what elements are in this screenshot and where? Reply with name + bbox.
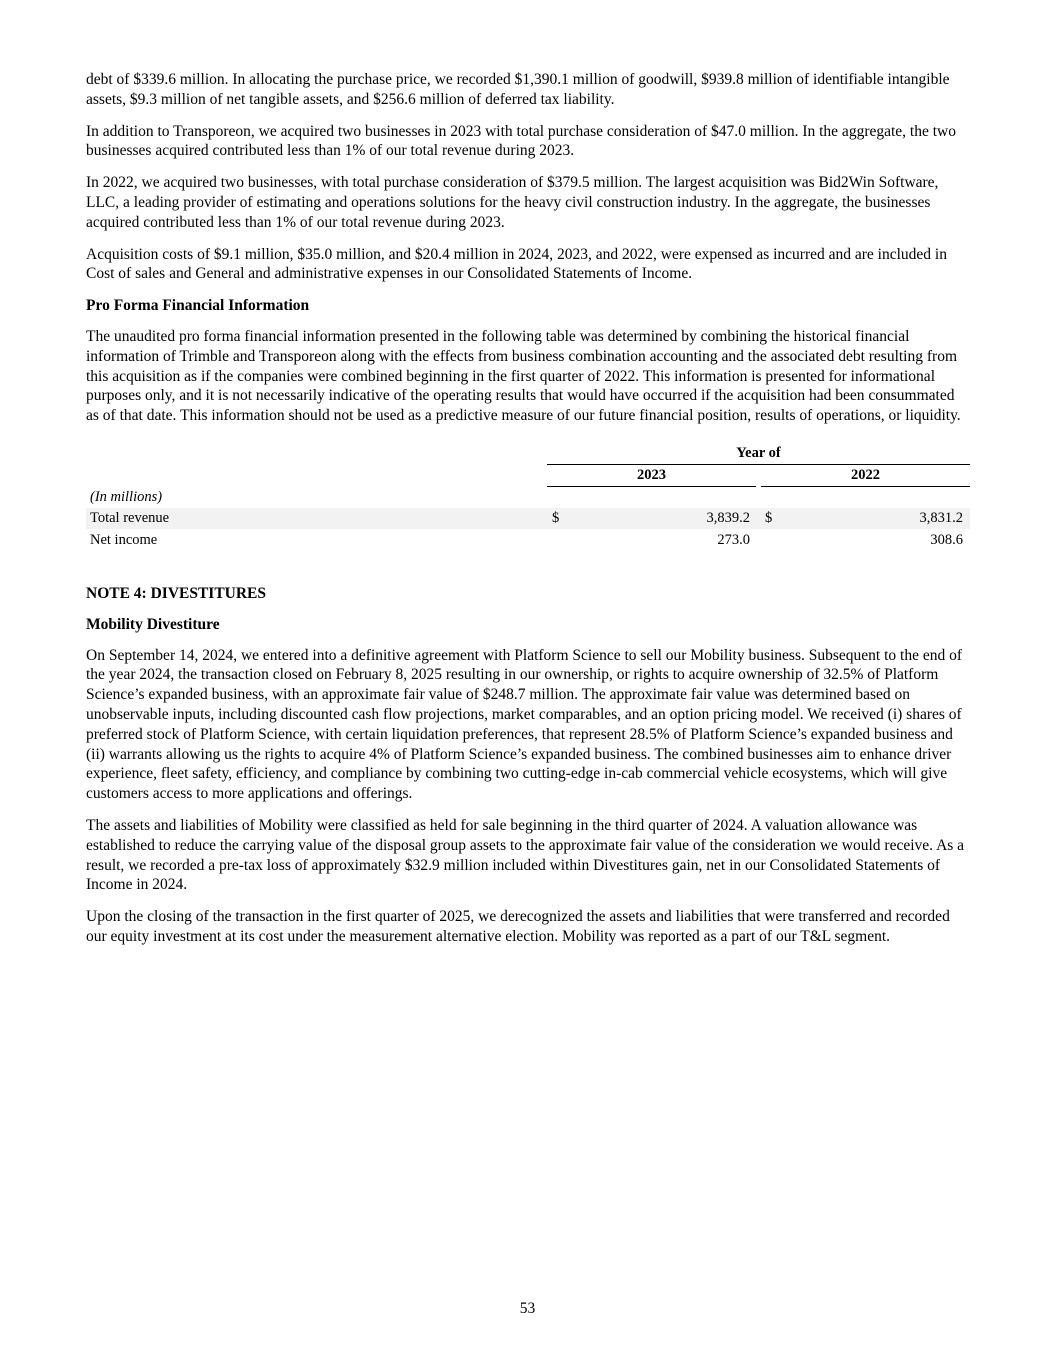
pro-forma-table (86, 444, 970, 562)
table-row (86, 530, 970, 551)
mobility-divestiture-heading: Mobility Divestiture (86, 615, 220, 633)
table-units: (In millions) (90, 488, 163, 505)
paragraph-held-for-sale: The assets and liabilities of Mobility were classified as held for sale beginning in the third quarter of 2024. A valuation allowance was established to reduce the carrying value of the disposal group assets to the approximate fair value of the consideration we would receive. As a result, we recorded a pre-tax loss of approximately $32.9 million included within Divestitures gain, net in our Consolidated Statements of Income in 2024. (86, 816, 965, 894)
note4-heading: NOTE 4: DIVESTITURES (86, 584, 267, 602)
pro-forma-heading: Pro Forma Financial Information (86, 297, 310, 315)
table-rule (547, 486, 756, 487)
currency-symbol: $ (552, 509, 560, 526)
paragraph-2023-acquisitions: In addition to Transporeon, we acquired two businesses in 2023 with total purchase consideration of $47.0 million. In the aggregate, the two businesses acquired contributed less than 1% of our total revenue during 2023. (86, 122, 956, 160)
table-row (86, 508, 970, 529)
table-column-2022: 2022 (851, 466, 880, 483)
table-rule (547, 464, 970, 465)
paragraph-mobility-agreement: On September 14, 2024, we entered into a definitive agreement with Platform Science to sell our Mobility business. Subsequent to the end of the year 2024, the transaction closed on February 8, 2025 resulting in our ownership, or rights to acquire ownership of 32.5% of Platform Science’s expanded business, with an approximate fair value of $248.7 million. The approximate fair value was determined based on unobservable inputs, including discounted cash flow projections, market comparables, and an option pricing model. We received (i) shares of preferred stock of Platform Science, with certain liquidation preferences, that represent 28.5% of Platform Science’s expanded business and (ii) warrants allowing us the rights to acquire 4% of Platform Science’s expanded business. The combined businesses aim to enhance driver experience, fleet safety, efficiency, and compliance by combining two cutting-edge in-cab commercial vehicle ecosystems, which will give customers access to more applications and offerings. (86, 646, 962, 803)
document-page (86, 70, 970, 959)
table-column-2023: 2023 (637, 466, 666, 483)
paragraph-2022-acquisitions: In 2022, we acquired two businesses, with total purchase consideration of $379.5 million. The largest acquisition was Bid2Win Software, LLC, a leading provider of estimating and operations solutions for the heavy civil construction industry. In the aggregate, the businesses acquired contributed less than 1% of our total revenue during 2023. (86, 174, 939, 231)
paragraph-purchase-price: debt of $339.6 million. In allocating the purchase price, we recorded $1,390.1 million of goodwill, $939.8 million of identifiable intangible assets, $9.3 million of net tangible assets, and $256.6 million of deferred tax liability. (86, 71, 950, 108)
value-2023: 3,839.2 (706, 509, 750, 526)
paragraph-acquisition-costs: Acquisition costs of $9.1 million, $35.0 million, and $20.4 million in 2024, 2023, and 2022, were expensed as incurred and are included in Cost of sales and General and administrative expenses in our Consolidated Statements of Income. (86, 245, 947, 283)
table-group-header: Year of (736, 444, 781, 461)
paragraph-closing: Upon the closing of the transaction in the first quarter of 2025, we derecognized the assets and liabilities that were transferred and recorded our equity investment at its cost under the measurement alternative election. Mobility was reported as a part of our T&L segment. (86, 908, 950, 945)
value-2022: 308.6 (930, 531, 963, 548)
row-label: Total revenue (90, 509, 170, 526)
value-2022: 3,831.2 (919, 509, 963, 526)
row-label: Net income (90, 531, 158, 548)
value-2023: 273.0 (717, 531, 750, 548)
pro-forma-paragraph: The unaudited pro forma financial information presented in the following table was determined by combining the historical financial information of Trimble and Transporeon along with the effects from business combination accounting and the associated debt resulting from this acquisition as if the companies were combined beginning in the first quarter of 2022. This information is presented for informational purposes only, and it is not necessarily indicative of the operating results that would have occurred if the acquisition had been consummated as of that date. This information should not be used as a predictive measure of our future financial position, results of operations, or liquidity. (86, 327, 961, 425)
currency-symbol: $ (765, 509, 773, 526)
table-rule (761, 486, 970, 487)
page-number: 53 (519, 1300, 536, 1317)
